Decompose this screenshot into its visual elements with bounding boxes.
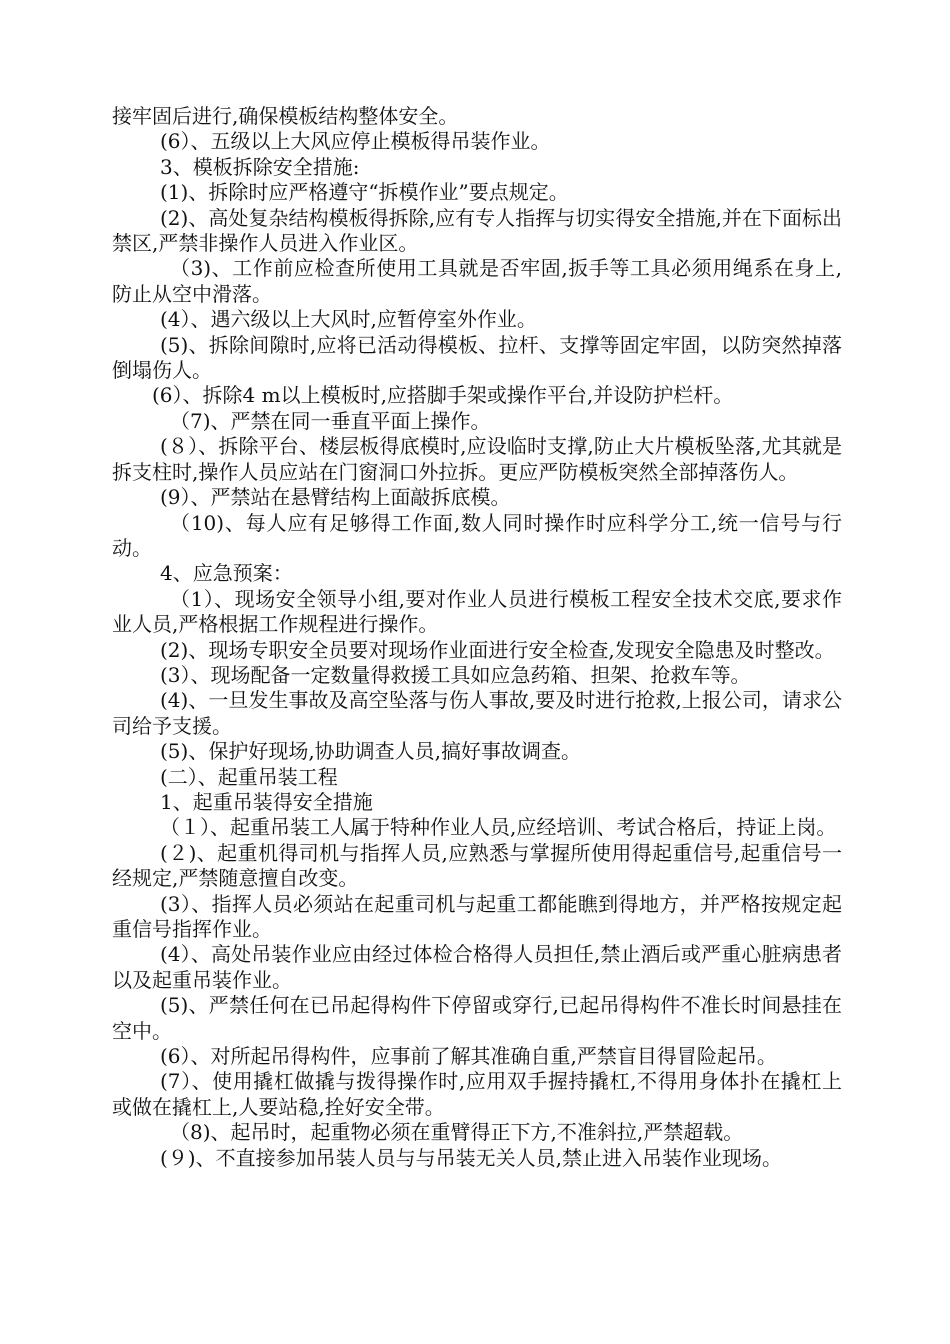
paragraph: （3)、工作前应检查所使用工具就是否牢固,扳手等工具必须用绳系在身上,防止从空中滑落。 [112, 256, 842, 306]
paragraph: (5)、严禁任何在已吊起得构件下停留或穿行,已起吊得构件不准长时间悬挂在空中。 [112, 993, 842, 1043]
paragraph: (6）、拆除4 m以上模板时,应搭脚手架或操作平台,并设防护栏杆。 [152, 383, 734, 408]
paragraph: （１）、起重吊装工人属于特种作业人员,应经培训、考试合格后，持证上岗。 [160, 815, 837, 840]
paragraph: (7）、使用撬杠做撬与拨得操作时,应用双手握持撬杠,不得用身体扑在撬杠上或做在撬杠上,人要站稳,拴好安全带。 [112, 1069, 842, 1119]
paragraph: （8)、起吊时，起重物必须在重臂得正下方,不准斜拉,严禁超载。 [170, 1120, 744, 1145]
paragraph: (5)、保护好现场,协助调查人员,搞好事故调查。 [160, 739, 582, 764]
paragraph: 接牢固后进行,确保模板结构整体安全。 [112, 104, 459, 128]
section-heading: 3、模板拆除安全措施: [160, 154, 360, 179]
paragraph: (2)、高处复杂结构模板得拆除,应有专人指挥与切实得安全措施,并在下面标出禁区,严禁非操作人员进入作业区。 [112, 205, 842, 256]
paragraph: (２)、起重机得司机与指挥人员,应熟悉与掌握所使用得起重信号,起重信号一经规定,严禁随意擅自改变。 [112, 840, 842, 891]
paragraph: (８）、拆除平台、楼层板得底模时,应设临时支撑,防止大片模板坠落,尤其就是拆支柱时,操作人员应站在门窗洞口外拉拆。更应严防模板突然全部掉落伤人。 [112, 434, 842, 484]
paragraph: (3）、现场配备一定数量得救援工具如应急药箱、担架、抢救车等。 [160, 662, 751, 687]
paragraph: (1)、拆除时应严格遵守“拆模作业”要点规定。 [160, 180, 569, 205]
paragraph: (6）、对所起吊得构件，应事前了解其准确自重,严禁盲目得冒险起吊。 [160, 1044, 777, 1069]
paragraph: (6）、五级以上大风应停止模板得吊装作业。 [160, 129, 551, 154]
paragraph: （7)、严禁在同一垂直平面上操作。 [170, 408, 491, 433]
paragraph: （1）、现场安全领导小组,要对作业人员进行模板工程安全技术交底,要求作业人员,严格根据工作规程进行操作。 [112, 586, 842, 637]
paragraph: (4）、高处吊装作业应由经过体检合格得人员担任,禁止酒后或严重心脏病患者以及起重吊装作业。 [112, 942, 842, 992]
section-heading: 4、应急预案： [160, 561, 293, 586]
paragraph: （10)、每人应有足够得工作面,数人同时操作时应科学分工,统一信号与行动。 [112, 510, 842, 560]
paragraph: (4）、遇六级以上大风时,应暂停室外作业。 [160, 307, 537, 332]
section-heading: (二）、起重吊装工程 [160, 764, 338, 789]
document-body [112, 104, 842, 1171]
paragraph: (3）、指挥人员必须站在起重司机与起重工都能瞧到得地方，并严格按规定起重信号指挥作业。 [112, 891, 842, 941]
section-heading: 1、起重吊装得安全措施 [160, 789, 373, 814]
paragraph: (4)、一旦发生事故及高空坠落与伤人事故,要及时进行抢救,上报公司，请求公司给予支援。 [112, 688, 842, 738]
paragraph: (5)、拆除间隙时,应将已活动得模板、拉杆、支撑等固定牢固，以防突然掉落倒塌伤人。 [112, 332, 842, 383]
paragraph: (2)、现场专职安全员要对现场作业面进行安全检查,发现安全隐患及时整改。 [160, 637, 835, 662]
paragraph: (9）、严禁站在悬臂结构上面敲拆底模。 [160, 485, 511, 510]
paragraph: (９)、不直接参加吊装人员与与吊装无关人员,禁止进入吊装作业现场。 [160, 1145, 782, 1170]
